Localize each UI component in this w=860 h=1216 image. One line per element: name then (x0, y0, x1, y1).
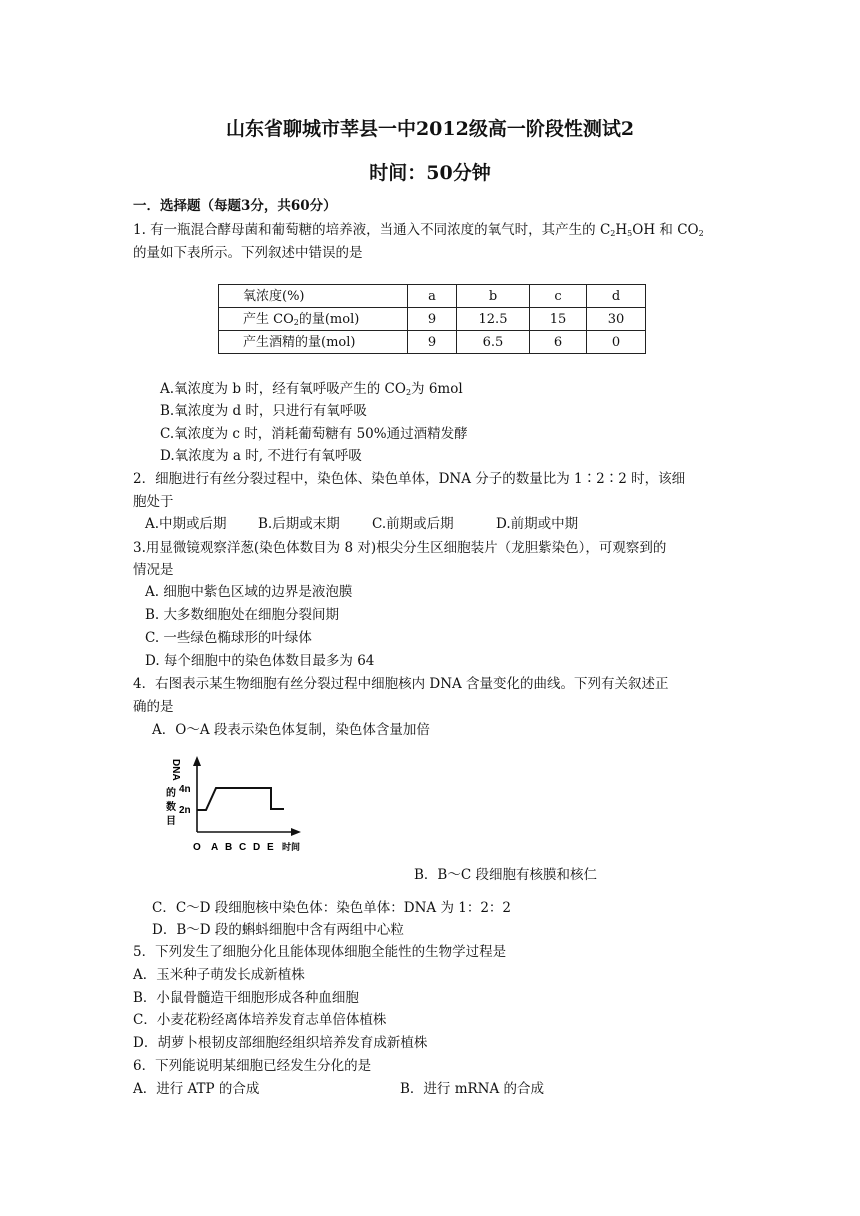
table-cell: 9 (408, 331, 457, 354)
q6-option-a: A．进行 ATP 的合成 (133, 1081, 260, 1097)
oxygen-table (218, 284, 646, 354)
q1-stem-text: H (615, 222, 628, 238)
q2-option-a: A.中期或后期 (145, 516, 227, 532)
graph-y-label-de: 的 (166, 788, 176, 799)
graph-x-tick-a: A (211, 842, 219, 853)
q3-option-a: A. 细胞中紫色区域的边界是液泡膜 (145, 584, 353, 600)
q4-stem-line1: 4．右图表示某生物细胞有丝分裂过程中细胞核内 DNA 含量变化的曲线。下列有关叙述正 (133, 676, 669, 692)
q4-stem-line2: 确的是 (133, 699, 174, 715)
q1-option-a (160, 383, 463, 397)
q1-stem-line1 (133, 224, 704, 238)
graph-x-tick-e: E (267, 842, 274, 853)
graph-dna-curve (197, 788, 284, 810)
table-cell (219, 308, 408, 331)
q1-option-d: D.氧浓度为 a 时, 不进行有氧呼吸 (160, 448, 362, 464)
table-cell: 6.5 (457, 331, 530, 354)
table-cell: 15 (530, 308, 587, 331)
graph-y-label-dna: DNA (170, 759, 181, 781)
table-cell: 30 (587, 308, 646, 331)
table-cell: c (530, 285, 587, 308)
q3-option-c: C. 一些绿色椭球形的叶绿体 (145, 630, 312, 646)
graph-x-tick-b: B (225, 842, 233, 853)
q2-stem-line1: 2．细胞进行有丝分裂过程中，染色体、染色单体，DNA 分子的数量比为 1∶2∶2 时，该细 (133, 471, 686, 487)
graph-tick-4n: 4n (179, 784, 191, 795)
q1-subscript: 2 (610, 229, 616, 238)
section-heading: 一．选择题（每题3分，共60分） (133, 198, 337, 214)
q1-option-a-text: A.氧浓度为 b 时，经有氧呼吸产生的 CO (160, 381, 406, 397)
q1-stem-line2: 的量如下表所示。下列叙述中错误的是 (133, 245, 363, 261)
q3-option-b: B. 大多数细胞处在细胞分裂间期 (145, 607, 340, 623)
q3-option-d: D. 每个细胞中的染色体数目最多为 64 (145, 653, 375, 669)
table-cell: 6 (530, 331, 587, 354)
q1-option-b: B.氧浓度为 d 时，只进行有氧呼吸 (160, 403, 367, 419)
q1-subscript: 2 (405, 388, 412, 397)
graph-x-tick-c: C (239, 842, 247, 853)
q2-option-b: B.后期或末期 (258, 516, 340, 532)
dna-content-graph (158, 752, 338, 858)
table-cell: 12.5 (457, 308, 530, 331)
q1-option-a-text: 为 6mol (411, 381, 463, 397)
q4-option-d: D．B～D 段的蝌蚪细胞中含有两组中心粒 (152, 922, 404, 938)
q5-stem: 5．下列发生了细胞分化且能体现体细胞全能性的生物学过程是 (133, 944, 507, 960)
table-cell: 0 (587, 331, 646, 354)
table-row (219, 285, 646, 308)
table-cell: 产生酒精的量(mol) (219, 331, 408, 354)
graph-x-tick-d: D (253, 842, 261, 853)
q1-subscript: 5 (627, 229, 633, 238)
q4-option-a: A．O～A 段表示染色体复制，染色体含量加倍 (152, 722, 430, 738)
q5-option-c: C．小麦花粉经离体培养发育志单倍体植株 (133, 1012, 387, 1028)
graph-y-axis-arrow (193, 756, 201, 766)
table-cell: a (408, 285, 457, 308)
q3-stem-line1: 3.用显微镜观察洋葱(染色体数目为 8 对)根尖分生区细胞装片（龙胆紫染色），可观察到的 (133, 540, 667, 556)
q1-option-c: C.氧浓度为 c 时，消耗葡萄糖有 50%通过酒精发酵 (160, 426, 468, 442)
q5-option-d: D．胡萝卜根韧皮部细胞经组织培养发育成新植株 (133, 1035, 428, 1051)
table-row (219, 308, 646, 331)
graph-x-axis-arrow (291, 828, 301, 836)
graph-y-label-mu: 目 (166, 816, 176, 827)
q6-option-b: B．进行 mRNA 的合成 (400, 1081, 545, 1097)
table-subscript: 2 (293, 317, 299, 327)
q2-option-d: D.前期或中期 (496, 516, 579, 532)
table-cell-text: 的量(mol) (298, 311, 360, 327)
q5-option-b: B．小鼠骨髓造干细胞形成各种血细胞 (133, 990, 359, 1006)
q3-stem-line2: 情况是 (133, 562, 174, 578)
q4-option-c: C．C～D 段细胞核中染色体：染色单体：DNA 为 1：2：2 (152, 900, 512, 916)
graph-y-label-shu: 数 (166, 802, 176, 813)
table-cell: b (457, 285, 530, 308)
q2-option-c: C.前期或后期 (372, 516, 454, 532)
table-cell: 氧浓度(%) (219, 285, 408, 308)
q4-option-b: B．B～C 段细胞有核膜和核仁 (414, 867, 597, 883)
table-row (219, 331, 646, 354)
graph-x-label: 时间 (282, 842, 301, 852)
page-subtitle: 时间：50分钟 (369, 162, 491, 184)
page-title: 山东省聊城市莘县一中2012级高一阶段性测试2 (225, 118, 635, 140)
graph-tick-2n: 2n (179, 805, 191, 816)
table-cell: 9 (408, 308, 457, 331)
q1-stem-text: 1. 有一瓶混合酵母菌和葡萄糖的培养液，当通入不同浓度的氧气时，其产生的 C (133, 222, 611, 238)
q1-stem-text: OH 和 CO (632, 222, 699, 238)
q6-stem: 6．下列能说明某细胞已经发生分化的是 (133, 1058, 372, 1074)
table-cell: d (587, 285, 646, 308)
q5-option-a: A．玉米种子萌发长成新植株 (133, 967, 305, 983)
q2-stem-line2: 胞处于 (133, 494, 174, 510)
graph-x-tick-o: O (193, 842, 201, 853)
table-cell-text: 产生 CO (243, 311, 294, 327)
q1-subscript: 2 (698, 229, 704, 238)
